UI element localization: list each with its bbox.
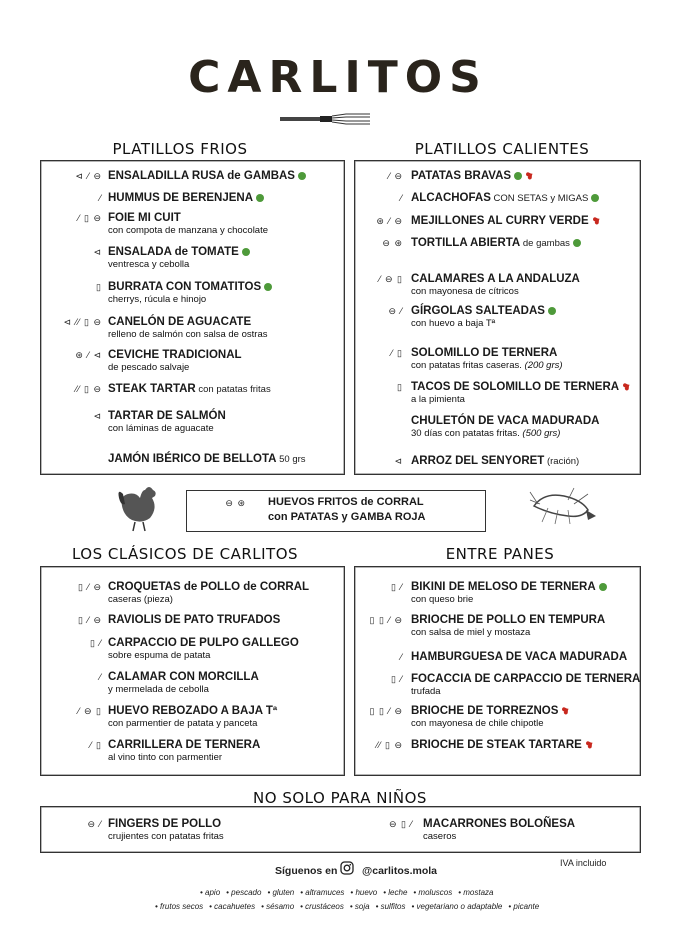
chili-icon: ❥	[523, 169, 537, 184]
calientes-item-icons: ⁄ ⊖	[388, 171, 403, 181]
frios-item-name	[108, 349, 242, 361]
fork-icon	[280, 112, 370, 126]
calientes-item-icons: ⁄ ▯	[391, 348, 403, 358]
frios-item-desc: de pescado salvaje	[108, 362, 190, 373]
clasicos-item-desc: con parmentier de patata y panceta	[108, 718, 258, 729]
frios-item-icons: ⊲	[93, 247, 102, 257]
panes-item-icons: ▯ ⁄	[391, 674, 403, 684]
legend-entry: • gluten	[267, 888, 295, 897]
calientes-item-name	[411, 380, 634, 395]
item-title: RAVIOLIS DE PATO TRUFADOS	[108, 614, 281, 626]
item-title: MEJILLONES AL CURRY VERDE	[411, 215, 589, 227]
panes-item-name	[411, 614, 605, 626]
panes-item-desc: con mayonesa de chile chipotle	[411, 718, 544, 729]
restaurant-title: CARLITOS	[188, 52, 488, 103]
vegetarian-icon	[264, 283, 272, 291]
item-extra: CON SETAS y MIGAS	[490, 193, 589, 204]
clasicos-item-name	[108, 581, 309, 593]
calientes-item-name	[411, 347, 557, 359]
iva-note: IVA incluido	[560, 858, 607, 868]
item-extra: de gambas	[520, 238, 570, 249]
calientes-item-icons: ▯	[397, 382, 403, 392]
item-title: GÍRGOLAS SALTEADAS	[411, 305, 545, 317]
calientes-item-name	[411, 192, 599, 204]
frios-item-icons: ⁄ ▯ ⊖	[78, 213, 102, 223]
ninos-item-name: MACARRONES BOLOÑESA	[423, 818, 576, 830]
panes-item-name	[411, 651, 627, 663]
vegetarian-icon	[298, 172, 306, 180]
item-title: CHULETÓN DE VACA MADURADA	[411, 415, 600, 427]
item-desc-extra: (200 grs)	[521, 360, 563, 371]
frios-item-icons: ⁄⁄ ▯ ⊖	[75, 384, 102, 394]
calientes-item-desc: 30 días con patatas fritas. (500 grs)	[411, 428, 561, 439]
item-extra: (ración)	[544, 456, 580, 467]
follow-label: Síguenos en	[275, 865, 338, 877]
chili-icon: ❥	[560, 704, 573, 719]
frios-item-name	[108, 453, 306, 465]
item-title: ENSALADA de TOMATE	[108, 246, 239, 258]
legend-entry: • sulfitos	[375, 902, 406, 911]
panes-item-name	[411, 673, 640, 685]
item-title: HUEVO REBOZADO A BAJA Tª	[108, 705, 278, 717]
legend-entry: • mostaza	[458, 888, 494, 897]
item-title: CARPACCIO DE PULPO GALLEGO	[108, 637, 299, 649]
legend-entry: • sésamo	[261, 902, 295, 911]
item-title: BIKINI DE MELOSO DE TERNERA	[411, 581, 596, 593]
legend-entry: • picante	[508, 902, 540, 911]
clasicos-item-name	[108, 614, 280, 626]
frios-item-desc: relleno de salmón con salsa de ostras	[108, 329, 268, 340]
legend-entry: • huevo	[350, 888, 378, 897]
clasicos-item-icons: ▯ ⁄	[90, 638, 102, 648]
frios-item-desc: cherrys, rúcula e hinojo	[108, 294, 207, 305]
item-title: BRIOCHE DE POLLO EN TEMPURA	[411, 614, 606, 626]
clasicos-item-icons: ⁄ ▯	[90, 740, 102, 750]
item-title: CANELÓN DE AGUACATE	[108, 316, 252, 328]
chili-icon: ❥	[590, 214, 604, 229]
frios-item-name	[108, 170, 306, 182]
calientes-item-name	[411, 169, 537, 184]
item-title: ARROZ DEL SENYORET	[411, 455, 545, 467]
frios-item-name	[108, 383, 271, 395]
huevos-line1: HUEVOS FRITOS de CORRAL	[268, 496, 424, 508]
panes-item-desc: con salsa de miel y mostaza	[411, 627, 531, 638]
item-title: FOIE MI CUIT	[108, 212, 181, 224]
item-title: CEVICHE TRADICIONAL	[108, 349, 242, 361]
huevos-allergen-icons: ⊖ ⊛	[225, 498, 246, 508]
section-title-clasicos: LOS CLÁSICOS DE CARLITOS	[71, 545, 299, 563]
item-title: CARRILLERA DE TERNERA	[108, 739, 261, 751]
item-desc-extra: (500 grs)	[519, 428, 561, 439]
calientes-item-name	[411, 273, 580, 285]
item-title: SOLOMILLO DE TERNERA	[411, 347, 558, 359]
clasicos-item-desc: caseras (pieza)	[108, 594, 173, 605]
calientes-item-name	[411, 455, 579, 467]
huevos-line2: con PATATAS y GAMBA ROJA	[268, 511, 426, 523]
panes-item-name	[411, 581, 607, 593]
chili-icon: ❥	[620, 380, 634, 395]
calientes-item-icons: ⊖ ⊛	[382, 238, 403, 248]
panes-item-icons: ⁄⁄ ▯ ⊖	[376, 740, 403, 750]
item-title: BRIOCHE DE STEAK TARTARE	[411, 739, 582, 751]
frios-item-desc: con compota de manzana y chocolate	[108, 225, 269, 236]
legend-entry: • soja	[349, 902, 370, 911]
allergen-legend-row1	[200, 888, 499, 897]
ninos-item-name: FINGERS DE POLLO	[108, 818, 222, 830]
clasicos-item-icons: ⁄	[99, 672, 102, 682]
item-title: JAMÓN IBÉRICO DE BELLOTA	[108, 453, 277, 465]
ninos-item-icons: ⊖ ⁄	[87, 819, 102, 829]
calientes-item-name	[411, 214, 604, 229]
calientes-item-desc: a la pimienta	[411, 394, 465, 405]
frios-item-icons: ⁄	[99, 193, 102, 203]
clasicos-item-name	[108, 637, 299, 649]
panes-item-icons: ⁄	[400, 652, 403, 662]
frios-item-icons: ⊲	[93, 411, 102, 421]
item-title: TORTILLA ABIERTA	[411, 237, 521, 249]
panes-item-name	[411, 738, 597, 753]
frios-item-name	[108, 246, 250, 258]
calientes-item-name	[411, 237, 581, 249]
panes-item-icons: ▯ ▯ ⁄ ⊖	[369, 615, 403, 625]
item-title: CALAMARES A LA ANDALUZA	[411, 273, 580, 285]
calientes-item-icons: ⁄	[400, 193, 403, 203]
clasicos-item-name	[108, 671, 259, 683]
frios-item-name	[108, 410, 226, 422]
frios-item-icons: ⊲ ⁄ ⊖	[75, 171, 102, 181]
vegetarian-icon	[256, 194, 264, 202]
item-title: CROQUETAS de POLLO de CORRAL	[108, 581, 310, 593]
item-extra: con patatas fritas	[195, 384, 271, 395]
section-title-calientes: PLATILLOS CALIENTES	[414, 140, 590, 158]
item-title: BURRATA CON TOMATITOS	[108, 281, 262, 293]
rooster-icon	[115, 484, 165, 532]
frios-item-icons: ⊲ ⁄⁄ ▯ ⊖	[63, 317, 102, 327]
clasicos-item-desc: y mermelada de cebolla	[108, 684, 209, 695]
calientes-item-name	[411, 415, 599, 427]
frios-item-icons: ⊛ ⁄ ⊲	[75, 350, 102, 360]
item-title: CALAMAR CON MORCILLA	[108, 671, 259, 683]
item-title: PATATAS BRAVAS	[411, 170, 512, 182]
item-title: HUMMUS DE BERENJENA	[108, 192, 254, 204]
calientes-item-icons: ⊲	[394, 456, 403, 466]
legend-entry: • apio	[200, 888, 221, 897]
allergen-legend-row2	[155, 902, 545, 911]
legend-entry: • leche	[383, 888, 408, 897]
instagram-icon[interactable]	[340, 861, 354, 875]
frios-item-icons: ▯	[96, 282, 102, 292]
legend-entry: • vegetariano o adaptable	[411, 902, 503, 911]
ninos-item-desc: crujientes con patatas fritas	[108, 831, 224, 842]
calientes-item-name	[411, 305, 556, 317]
panes-item-icons: ▯ ⁄	[391, 582, 403, 592]
item-title: ALCACHOFAS	[411, 192, 491, 204]
clasicos-item-name	[108, 739, 260, 751]
calientes-item-desc: con patatas fritas caseras. (200 grs)	[411, 360, 563, 371]
calientes-item-desc: con mayonesa de cítricos	[411, 286, 519, 297]
clasicos-item-desc: sobre espuma de patata	[108, 650, 211, 661]
panes-item-icons: ▯ ▯ ⁄ ⊖	[369, 706, 403, 716]
clasicos-item-desc: al vino tinto con parmentier	[108, 752, 223, 763]
instagram-handle[interactable]: @carlitos.mola	[362, 865, 438, 877]
calientes-item-icons: ⊖ ⁄	[388, 306, 403, 316]
vegetarian-icon	[242, 248, 250, 256]
calientes-item-icons: ⊛ ⁄ ⊖	[376, 216, 403, 226]
ninos-item-desc: caseros	[423, 831, 457, 842]
clasicos-item-name	[108, 705, 277, 717]
frios-item-name	[108, 281, 272, 293]
clasicos-item-icons: ▯ ⁄ ⊖	[78, 615, 102, 625]
panes-item-name	[411, 705, 571, 717]
ninos-item-icons: ⊖ ▯ ⁄	[389, 819, 413, 829]
panes-item-desc: trufada	[411, 686, 441, 697]
legend-entry: • pescado	[226, 888, 262, 897]
item-extra: 50 grs	[276, 454, 306, 465]
calientes-item-icons: ⁄ ⊖ ▯	[379, 274, 403, 284]
item-title: FOCACCIA DE CARPACCIO DE TERNERA	[411, 673, 641, 685]
frios-item-name	[108, 212, 181, 224]
frios-item-name	[108, 316, 251, 328]
vegetarian-icon	[599, 583, 607, 591]
chili-icon: ❥	[583, 738, 597, 753]
frios-item-desc: con láminas de aguacate	[108, 423, 214, 434]
item-title: HAMBURGUESA DE VACA MADURADA	[411, 651, 628, 663]
frios-item-desc: ventresca y cebolla	[108, 259, 190, 270]
item-title: TACOS DE SOLOMILLO DE TERNERA	[411, 381, 620, 393]
vegetarian-icon	[548, 307, 556, 315]
clasicos-item-icons: ▯ ⁄ ⊖	[78, 582, 102, 592]
vegetarian-icon	[591, 194, 599, 202]
clasicos-item-icons: ⁄ ⊖ ▯	[78, 706, 102, 716]
legend-entry: • frutos secos	[155, 902, 204, 911]
legend-entry: • altramuces	[300, 888, 345, 897]
shrimp-icon	[528, 486, 598, 528]
frios-item-name	[108, 192, 264, 204]
panes-item-desc: con queso brie	[411, 594, 474, 605]
item-title: BRIOCHE DE TORREZNOS	[411, 705, 559, 717]
legend-entry: • crustáceos	[300, 902, 344, 911]
vegetarian-icon	[514, 172, 522, 180]
calientes-item-desc: con huevo a baja Tª	[411, 318, 496, 329]
vegetarian-icon	[573, 239, 581, 247]
section-title-panes: ENTRE PANES	[445, 545, 555, 563]
section-title-frios: PLATILLOS FRIOS	[112, 140, 248, 158]
item-title: STEAK TARTAR	[108, 383, 196, 395]
legend-entry: • cacahuetes	[209, 902, 256, 911]
legend-entry: • moluscos	[413, 888, 453, 897]
item-title: ENSALADILLA RUSA de GAMBAS	[108, 170, 295, 182]
section-title-ninos: NO SOLO PARA NIÑOS	[253, 789, 427, 807]
item-title: TARTAR DE SALMÓN	[108, 410, 226, 422]
